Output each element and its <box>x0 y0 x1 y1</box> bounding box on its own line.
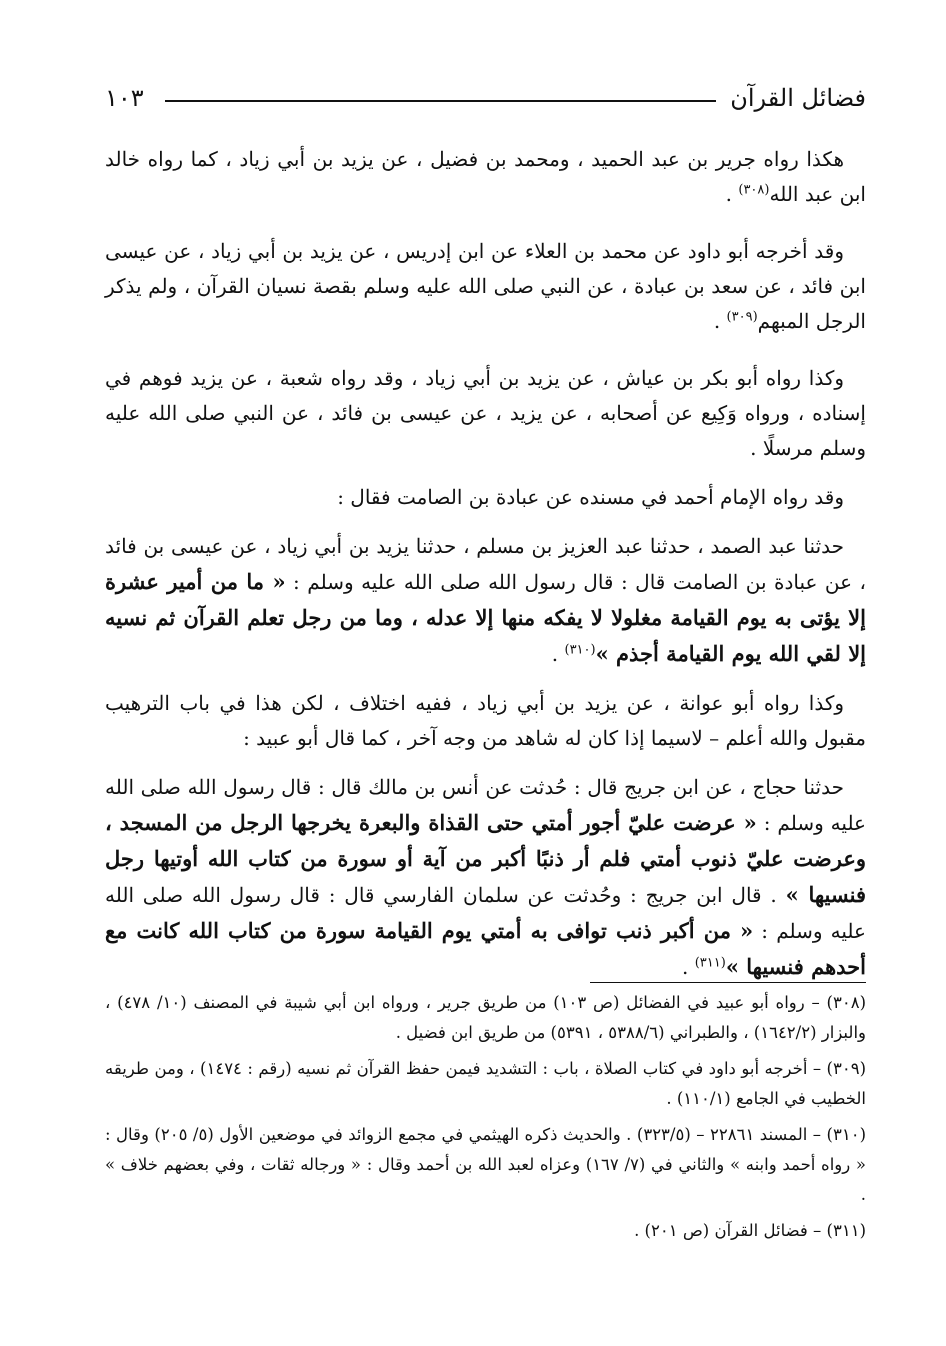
paragraph-2 <box>105 234 866 339</box>
hadith-quote: « ما من أمير عشرة إلا يؤتى به يوم القيامة مغلولا لا يفكه منها إلا عدله ، وما من رجل تعلم القرآن ثم نسيه إلا لقي الله يوم القيامة أجذم » <box>105 569 866 666</box>
paragraph-end: . <box>682 955 695 979</box>
paragraph-end: . <box>713 309 727 333</box>
paragraph-5 <box>105 529 866 672</box>
footnote-308: (٣٠٨) – رواه أبو عبيد في الفضائل (ص ١٠٣) من طريق جرير ، ورواه ابن أبي شيبة في المصنف (١٠/ ٤٧٨) ، والبزار (١٦٤٢/٢) ، والطبراني (٥٣٨٨/٦ ، ٥٣٩١) من طريق ابن فضيل . <box>105 993 867 1042</box>
footnote-ref-311: (٣١١) <box>694 955 726 971</box>
paragraph-7 <box>105 770 866 985</box>
footnote-309: (٣٠٩) – أخرجه أبو داود في كتاب الصلاة ، باب : التشديد فيمن حفظ القرآن ثم نسيه (رقم : ١٤٧٤) ، ومن طريقه الخطيب في الجامع (١١٠/١) . <box>105 1059 866 1108</box>
hadith-quote: « من أكبر ذنب توافى به أمتي يوم القيامة سورة من كتاب الله كانت مع أحدهم فنسيها » <box>105 918 866 979</box>
footnotes <box>105 988 866 1252</box>
footnote-ref-309: (٣٠٩) <box>726 309 758 325</box>
header-rule <box>165 100 716 102</box>
footnote-ref-308: (٣٠٨) <box>738 182 770 198</box>
footnote-divider <box>590 982 866 983</box>
hadith-quote: « عرضت عليّ أجور أمتي حتى القذاة والبعرة يخرجها الرجل من المسجد ، وعرضت عليّ ذنوب أمتي فلم أر ذنبًا أكبر من آية أو سورة من كتاب الله أوتيها رجل فنسيها » <box>105 810 866 907</box>
paragraph-text: هكذا رواه جرير بن عبد الحميد ، ومحمد بن فضيل ، عن يزيد بن أبي زياد ، كما رواه خالد ابن عبد الله <box>105 147 866 206</box>
paragraph-text: . قال ابن جريج : وحُدثت عن سلمان الفارسي قال : قال رسول الله صلى الله عليه وسلم : <box>105 883 866 943</box>
paragraph-end: . <box>551 642 565 666</box>
paragraph-text: حدثنا عبد الصمد ، حدثنا عبد العزيز بن مسلم ، حدثنا يزيد بن أبي زياد ، عن عيسى بن فائد ، عن عبادة بن الصامت قال : قال رسول الله صلى الله عليه وسلم : <box>105 534 866 594</box>
paragraph-4: وقد رواه الإمام أحمد في مسنده عن عبادة بن الصامت فقال : <box>337 485 844 509</box>
main-text <box>105 142 866 999</box>
paragraph-text: وقد أخرجه أبو داود عن محمد بن العلاء عن ابن إدريس ، عن يزيد بن أبي زياد ، عن عيسى ابن فائد ، عن سعد بن عبادة ، عن النبي صلى الله عليه وسلم بقصة نسيان القرآن ، ولم يذكر الرجل المبهم <box>105 239 866 333</box>
paragraph-3: وكذا رواه أبو بكر بن عياش ، عن يزيد بن أبي زياد ، وقد رواه شعبة ، عن يزيد فوهم في إسناده ، ورواه وَكِيع عن أصحابه ، عن يزيد ، عن عيسى بن فائد ، عن النبي صلى الله عليه وسلم مرسلًا . <box>105 366 866 460</box>
page-number: ١٠٣ <box>105 84 144 112</box>
footnote-311: (٣١١) – فضائل القرآن (ص ٢٠١) . <box>634 1221 866 1240</box>
running-title: فضائل القرآن <box>730 84 866 112</box>
paragraph-1 <box>105 142 866 212</box>
footnote-ref-310: (٣١٠) <box>564 642 596 658</box>
paragraph-text: حدثنا حجاج ، عن ابن جريج قال : حُدثت عن أنس بن مالك قال : قال رسول الله صلى الله عليه وسلم : <box>105 775 866 835</box>
paragraph-end: . <box>725 182 739 206</box>
paragraph-6: وكذا رواه أبو عوانة ، عن يزيد بن أبي زياد ، ففيه اختلاف ، لكن هذا في باب الترهيب مقبول والله أعلم – لاسيما إذا كان له شاهد من وجه آخر ، كما قال أبو عبيد : <box>105 691 866 750</box>
footnote-310: (٣١٠) – المسند ٢٢٨٦١ – (٣٢٣/٥) . والحديث ذكره الهيثمي في مجمع الزوائد في موضعين الأول (٥/ ٢٠٥) وقال : « رواه أحمد وابنه » والثاني في (٧/ ١٦٧) وعزاه لعبد الله بن أحمد وقال : « ورجاله ثقات ، وفي بعضهم خلاف » . <box>105 1125 866 1204</box>
page-header <box>105 78 866 118</box>
